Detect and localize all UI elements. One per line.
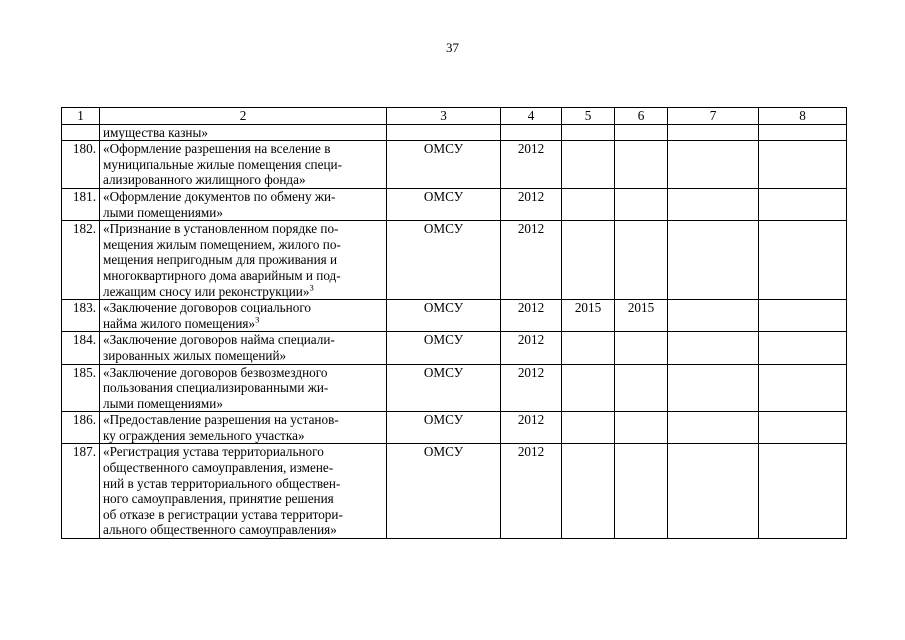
year-col-6	[615, 188, 668, 220]
service-name	[100, 124, 387, 141]
table-body	[62, 108, 847, 539]
service-name-text: ку ограждения земельного участка»	[103, 427, 305, 443]
service-name-line	[103, 316, 383, 332]
service-name	[100, 364, 387, 412]
service-name-text: об отказе в регистрации устава территори-	[103, 506, 343, 522]
value-col-8	[759, 188, 847, 220]
service-name-text: многоквартирного дома аварийным и под-	[103, 267, 341, 283]
service-name-text: имущества казны»	[103, 124, 208, 140]
service-name-line	[103, 348, 383, 364]
year-col-5	[562, 188, 615, 220]
responsible-body: ОМСУ	[387, 364, 501, 412]
year-col-5: 2015	[562, 300, 615, 332]
service-name	[100, 444, 387, 539]
header-cell-8: 8	[759, 108, 847, 125]
responsible-body: ОМСУ	[387, 221, 501, 300]
service-name-line	[103, 522, 383, 538]
year-col-6	[615, 364, 668, 412]
responsible-body: ОМСУ	[387, 444, 501, 539]
value-col-8	[759, 124, 847, 141]
service-name	[100, 332, 387, 364]
table-row	[62, 444, 847, 539]
table-row	[62, 124, 847, 141]
service-name-line	[103, 205, 383, 221]
year-col-6	[615, 141, 668, 189]
responsible-body: ОМСУ	[387, 412, 501, 444]
service-name-text: «Признание в установленном порядке по-	[103, 221, 339, 237]
header-cell-1: 1	[62, 108, 100, 125]
service-name	[100, 141, 387, 189]
year-col-6: 2015	[615, 300, 668, 332]
header-row	[62, 108, 847, 125]
service-name-text: «Оформление разрешения на вселение в	[103, 141, 331, 157]
service-name-line	[103, 507, 383, 523]
year-col-4: 2012	[501, 300, 562, 332]
service-name-line	[103, 237, 383, 253]
service-name	[100, 412, 387, 444]
service-name-text: ного самоуправления, принятие решения	[103, 491, 334, 507]
service-name-line	[103, 444, 383, 460]
table-row	[62, 412, 847, 444]
value-col-8	[759, 300, 847, 332]
value-col-8	[759, 221, 847, 300]
service-name-line	[103, 189, 383, 205]
year-col-4: 2012	[501, 364, 562, 412]
header-cell-5: 5	[562, 108, 615, 125]
value-col-8	[759, 141, 847, 189]
value-col-7	[668, 444, 759, 539]
table-row	[62, 141, 847, 189]
footnote-marker: 3	[255, 314, 260, 325]
year-col-6	[615, 124, 668, 141]
header-cell-3: 3	[387, 108, 501, 125]
service-name-text: «Заключение договоров безвозмездного	[103, 364, 328, 380]
year-col-5	[562, 141, 615, 189]
year-col-4: 2012	[501, 412, 562, 444]
header-cell-4: 4	[501, 108, 562, 125]
service-name-text: «Заключение договоров найма специали-	[103, 332, 335, 348]
service-name-line	[103, 284, 383, 300]
table-row	[62, 221, 847, 300]
row-number: 184.	[62, 332, 100, 364]
header-cell-6: 6	[615, 108, 668, 125]
value-col-7	[668, 124, 759, 141]
year-col-4	[501, 124, 562, 141]
year-col-6	[615, 332, 668, 364]
service-name-text: муниципальные жилые помещения специ-	[103, 156, 342, 172]
year-col-4: 2012	[501, 141, 562, 189]
row-number: 186.	[62, 412, 100, 444]
responsible-body: ОМСУ	[387, 300, 501, 332]
service-name	[100, 300, 387, 332]
service-name	[100, 221, 387, 300]
service-name-line	[103, 460, 383, 476]
service-name-text: лыми помещениями»	[103, 395, 223, 411]
services-table	[61, 107, 847, 539]
year-col-5	[562, 412, 615, 444]
service-name	[100, 188, 387, 220]
year-col-5	[562, 124, 615, 141]
responsible-body: ОМСУ	[387, 188, 501, 220]
header-cell-2: 2	[100, 108, 387, 125]
page-number: 37	[446, 40, 459, 55]
service-name-line	[103, 125, 383, 141]
row-number: 185.	[62, 364, 100, 412]
service-name-text: зированных жилых помещений»	[103, 347, 287, 363]
service-name-text: «Предоставление разрешения на установ-	[103, 412, 339, 428]
service-name-line	[103, 428, 383, 444]
value-col-8	[759, 444, 847, 539]
row-number: 187.	[62, 444, 100, 539]
service-name-line	[103, 268, 383, 284]
footnote-marker: 3	[309, 282, 314, 293]
value-col-8	[759, 364, 847, 412]
service-name-text: лыми помещениями»	[103, 204, 223, 220]
table-row	[62, 364, 847, 412]
service-name-text: лежащим сносу или реконструкции»	[103, 283, 310, 299]
year-col-6	[615, 221, 668, 300]
value-col-7	[668, 412, 759, 444]
service-name-line	[103, 157, 383, 173]
service-name-line	[103, 396, 383, 412]
header-cell-7: 7	[668, 108, 759, 125]
year-col-5	[562, 364, 615, 412]
service-name-line	[103, 380, 383, 396]
service-name-line	[103, 141, 383, 157]
responsible-body	[387, 124, 501, 141]
service-name-text: ний в устав территориального обществен-	[103, 475, 341, 491]
year-col-6	[615, 444, 668, 539]
row-number: 182.	[62, 221, 100, 300]
value-col-8	[759, 332, 847, 364]
year-col-5	[562, 444, 615, 539]
value-col-7	[668, 141, 759, 189]
service-name-text: «Регистрация устава территориального	[103, 444, 324, 460]
service-name-line	[103, 252, 383, 268]
row-number: 180.	[62, 141, 100, 189]
service-name-text: найма жилого помещения»	[103, 315, 256, 331]
year-col-4: 2012	[501, 444, 562, 539]
responsible-body: ОМСУ	[387, 141, 501, 189]
service-name-line	[103, 476, 383, 492]
year-col-4: 2012	[501, 332, 562, 364]
value-col-7	[668, 300, 759, 332]
row-number: 183.	[62, 300, 100, 332]
year-col-6	[615, 412, 668, 444]
service-name-line	[103, 332, 383, 348]
year-col-4: 2012	[501, 188, 562, 220]
service-name-text: мещения непригодным для проживания и	[103, 252, 338, 268]
row-number	[62, 124, 100, 141]
year-col-4: 2012	[501, 221, 562, 300]
service-name-text: мещения жилым помещением, жилого по-	[103, 236, 341, 252]
value-col-7	[668, 364, 759, 412]
value-col-8	[759, 412, 847, 444]
table-row	[62, 332, 847, 364]
value-col-7	[668, 332, 759, 364]
row-number: 181.	[62, 188, 100, 220]
year-col-5	[562, 221, 615, 300]
service-name-line	[103, 365, 383, 381]
service-name-line	[103, 221, 383, 237]
value-col-7	[668, 221, 759, 300]
service-name-line	[103, 491, 383, 507]
table-row	[62, 300, 847, 332]
year-col-5	[562, 332, 615, 364]
table-row	[62, 188, 847, 220]
value-col-7	[668, 188, 759, 220]
service-name-line	[103, 172, 383, 188]
service-name-line	[103, 300, 383, 316]
service-name-text: ального общественного самоуправления»	[103, 522, 337, 538]
service-name-text: ализированного жилищного фонда»	[103, 172, 306, 188]
service-name-text: «Заключение договоров социального	[103, 300, 312, 316]
service-name-text: «Оформление документов по обмену жи-	[103, 188, 336, 204]
service-name-text: общественного самоуправления, измене-	[103, 460, 334, 476]
service-name-text: пользования специализированными жи-	[103, 380, 329, 396]
service-name-line	[103, 412, 383, 428]
responsible-body: ОМСУ	[387, 332, 501, 364]
